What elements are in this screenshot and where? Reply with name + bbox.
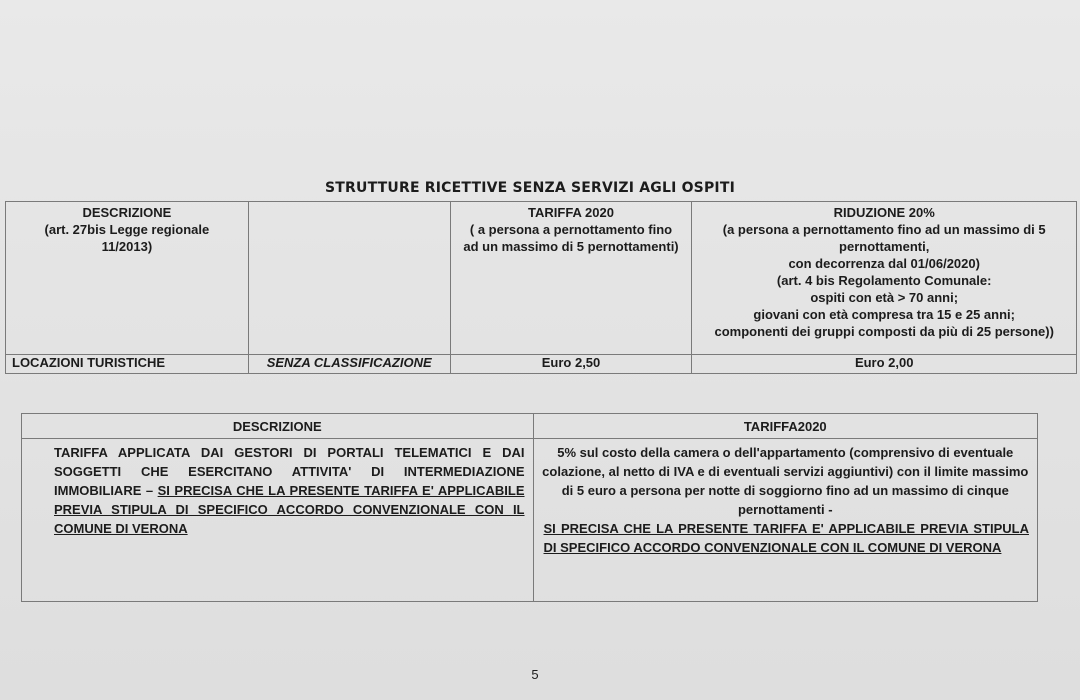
table-row <box>22 439 1038 602</box>
description-header: DESCRIZIONE <box>22 414 534 439</box>
legal-reference: (art. 27bis Legge regionale 11/2013) <box>44 222 210 254</box>
tariff-header: TARIFFA 2020 <box>528 205 614 220</box>
reduction-header-cell <box>692 202 1077 355</box>
tariff-header: TARIFFA2020 <box>533 414 1037 439</box>
table-header-row <box>6 202 1077 355</box>
tariff-header-cell <box>450 202 692 355</box>
tariff-table-accommodations <box>5 201 1077 374</box>
page-number: 5 <box>531 667 539 682</box>
agreement-requirement: SI PRECISA CHE LA PRESENTE TARIFFA E' APPLICABILE PREVIA STIPULA DI SPECIFICO ACCORDO CONVENZIONALE CON IL COMUNE DI VERONA <box>54 483 525 536</box>
accommodation-type: LOCAZIONI TURISTICHE <box>6 355 249 374</box>
tariff-conditions: ( a persona a pernottamento fino ad un massimo di 5 pernottamenti) <box>463 222 679 254</box>
tariff-table-portals <box>21 413 1038 602</box>
portal-tariff-cell <box>533 439 1037 602</box>
section-title: STRUTTURE RICETTIVE SENZA SERVIZI AGLI OSPITI <box>325 180 735 196</box>
reduction-groups: componenti dei gruppi composti da più di 25 persone)) <box>714 324 1054 339</box>
reduction-elderly: ospiti con età > 70 anni; <box>810 290 959 305</box>
reduction-regulation: (art. 4 bis Regolamento Comunale: <box>776 273 992 288</box>
reduction-start-date: con decorrenza dal 01/06/2020) <box>788 256 980 271</box>
table-row <box>6 355 1077 374</box>
empty-header-cell <box>248 202 450 355</box>
reduction-youth: giovani con età compresa tra 15 e 25 anni; <box>753 307 1015 322</box>
classification: SENZA CLASSIFICAZIONE <box>248 355 450 374</box>
reduction-conditions: (a persona a pernottamento fino ad un massimo di 5 pernottamenti, <box>722 222 1046 254</box>
portal-tariff-text: 5% sul costo della camera o dell'appartamento (comprensivo di eventuale colazione, al netto di IVA e di eventuali servizi aggiuntivi) con il limite massimo di 5 euro a persona per notte di soggiorno fino ad un massimo di cinque pernottamenti - <box>542 445 1029 517</box>
table-header-row <box>22 414 1038 439</box>
portal-description: TARIFFA APPLICATA DAI GESTORI DI PORTALI TELEMATICI E DAI SOGGETTI CHE ESERCITANO ATTIVITA' DI INTERMEDIAZIONE IMMOBILIARE – <box>54 445 525 498</box>
reduction-header: RIDUZIONE 20% <box>833 205 935 220</box>
description-header-cell <box>6 202 249 355</box>
tariff-value: Euro 2,50 <box>450 355 692 374</box>
reduced-tariff-value: Euro 2,00 <box>692 355 1077 374</box>
portal-description-cell <box>22 439 534 602</box>
description-header: DESCRIZIONE <box>82 205 172 220</box>
agreement-requirement: SI PRECISA CHE LA PRESENTE TARIFFA E' APPLICABILE PREVIA STIPULA DI SPECIFICO ACCORDO CONVENZIONALE CON IL COMUNE DI VERONA <box>543 521 1029 555</box>
